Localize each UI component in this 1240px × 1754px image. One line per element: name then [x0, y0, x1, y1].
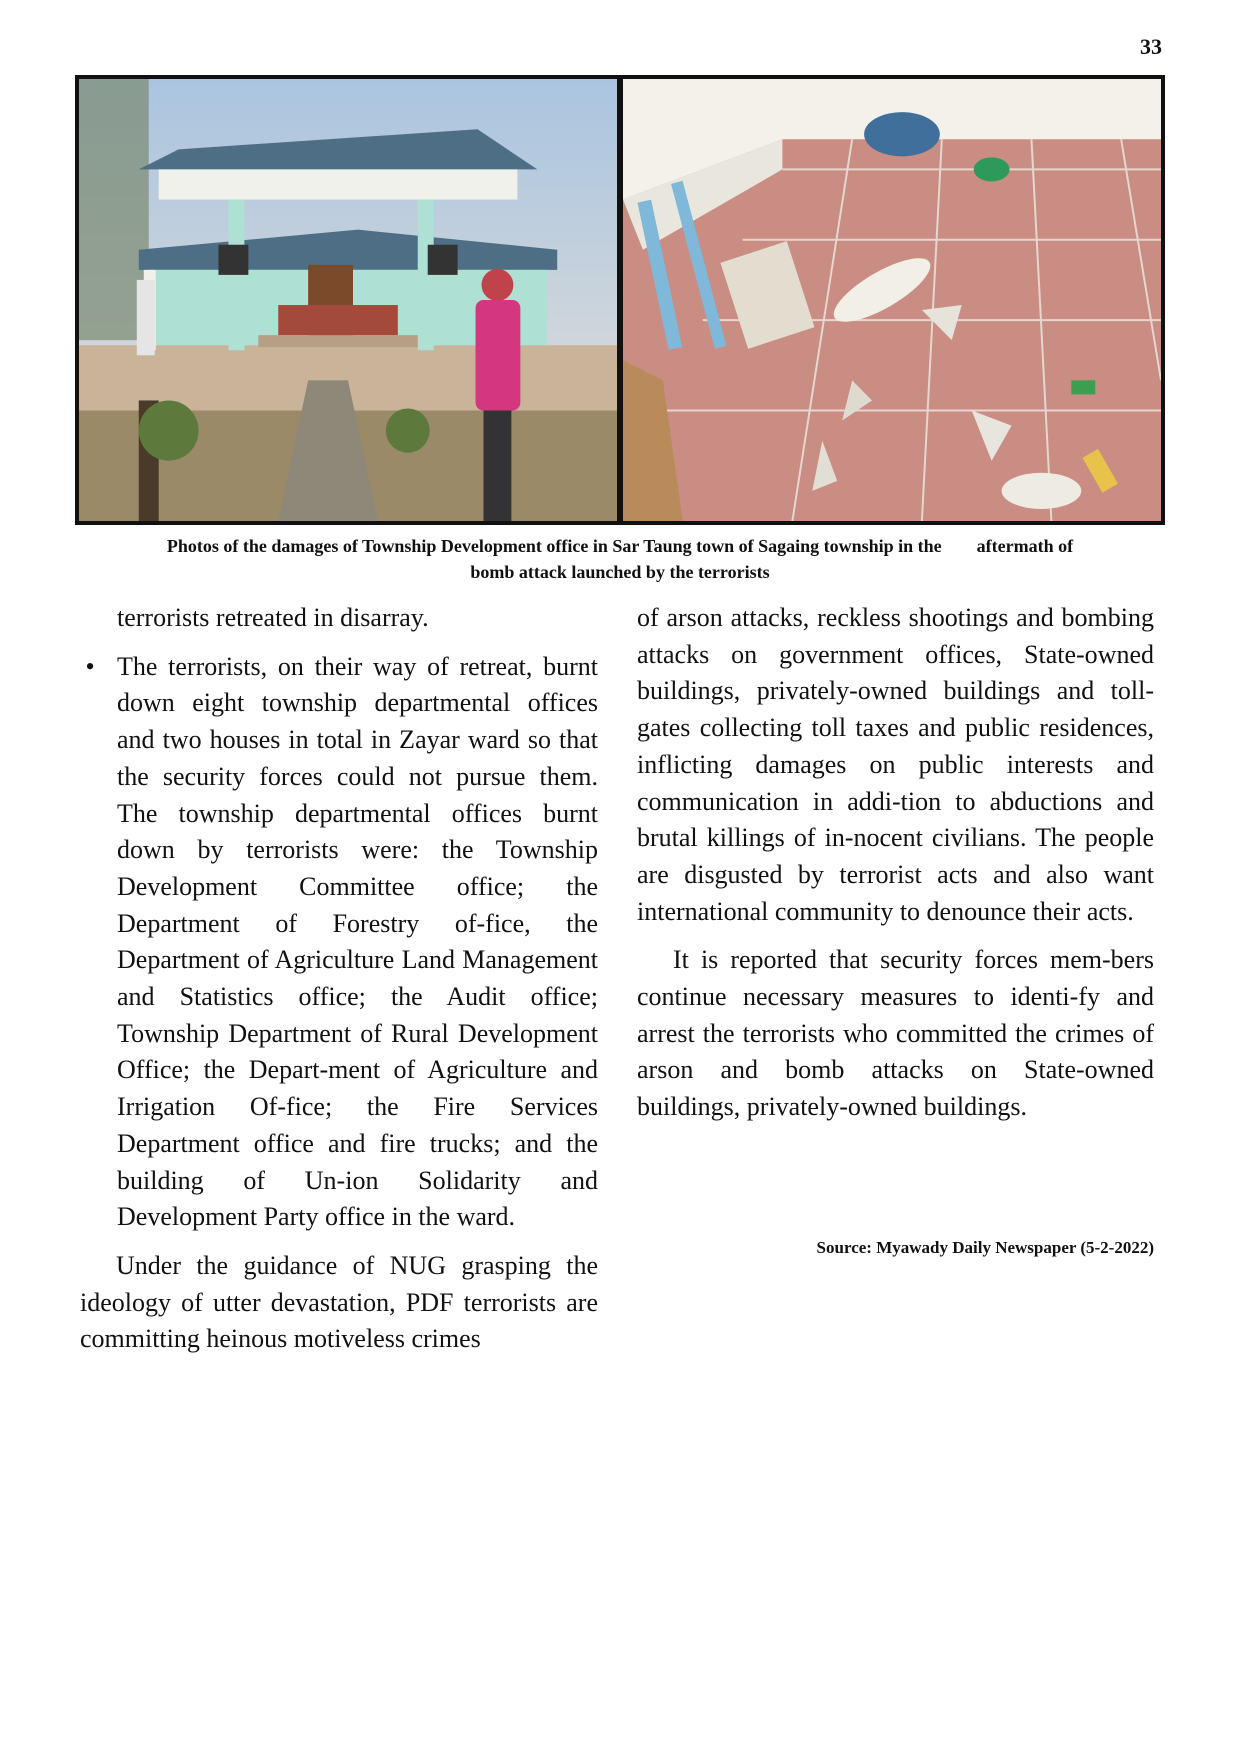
debris-photo-illustration	[623, 79, 1161, 521]
body-paragraph-continued: of arson attacks, reckless shootings and bombing attacks on government offices, State-owned buildings, privately-owned buildings and toll-gates collecting toll taxes and public residences, inflicting damages on public interests and communication in addi-tion to abductions and brutal killings of in-nocent civilians. The people are disgusted by terrorist acts and also want international community to denounce their acts.	[637, 603, 1154, 926]
body-paragraph: Under the guidance of NUG grasping the ideology of utter devastation, PDF terrorists are committing heinous motiveless crimes	[80, 1250, 598, 1354]
building-photo-illustration	[79, 79, 617, 521]
bullet-icon: •	[85, 651, 95, 681]
building-photo-icon	[79, 79, 617, 521]
photo-frame	[75, 75, 1165, 525]
caption-line1-part1: Photos of the damages of Township Development office in Sar Taung town of Sagaing township in the	[166, 536, 942, 556]
right-column	[637, 600, 1154, 1126]
page-number: 33	[1140, 34, 1162, 59]
bullet-list-item	[80, 649, 598, 1236]
source-citation: Source: Myawady Daily Newspaper (5-2-2022)	[816, 1238, 1154, 1257]
caption-line1-part2: aftermath of	[976, 536, 1074, 556]
debris-photo-icon	[623, 79, 1161, 521]
bullet-text: The terrorists, on their way of retreat, burnt down eight township departmental offices and two houses in total in Zayar ward so that the security forces could not pursue them. The township departmental offices burnt down by terrorists were: the Township Development Committee office; the Department of Forestry of-fice, the Department of Agriculture Land Management and Statistics office; the Audit office; Township Department of Rural Development Office; the Depart-ment of Agriculture and Irrigation Of-fice; the Fire Services Department office and fire trucks; and the building of Un-ion Solidarity and Development Party office in the ward.	[117, 651, 598, 1232]
body-paragraph-closing: It is reported that security forces mem-bers continue necessary measures to identi-fy and arrest the terrorists who committed the crimes of arson and bomb attacks on State-owned buildings, privately-owned buildings.	[637, 945, 1154, 1122]
left-column	[80, 600, 598, 1358]
photo-caption	[75, 533, 1165, 585]
continuation-text: terrorists retreated in disarray.	[117, 603, 429, 632]
caption-line2: bomb attack launched by the terrorists	[470, 562, 770, 582]
